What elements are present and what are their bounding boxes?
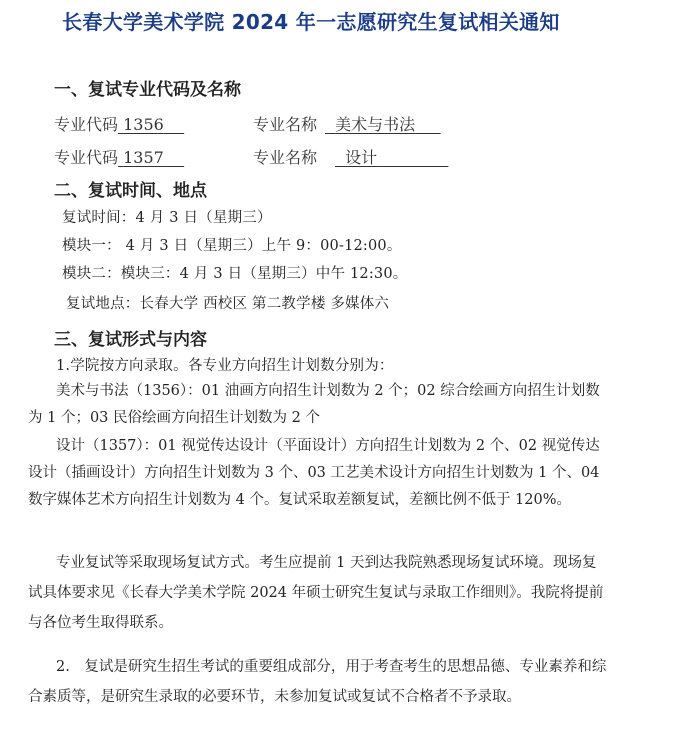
major-name-label: 专业名称	[253, 115, 318, 134]
exam-location-line: 复试地点：长春大学 西校区 第二教学楼 多媒体六	[66, 296, 390, 312]
major-row-1356	[54, 112, 416, 135]
section-2-heading: 二、复试时间、地点	[54, 181, 207, 201]
major-code-label: 专业代码	[54, 115, 119, 134]
module-1-line: 模块一： 4 月 3 日（星期三）上午 9：00-12:00。	[62, 238, 402, 254]
module-2-3-line: 模块二：模块三：4 月 3 日（星期三）中午 12:30。	[62, 266, 408, 282]
onsite-exam-paragraph: 专业复试等采取现场复试方式。考生应提前 1 天到达我院熟悉现场复试环境。现场复试具体要求见《长春大学美术学院 2024 年硕士研究生复试与录取工作细则》。我院将提前与各位考生取得联系。	[28, 555, 604, 631]
major-code-value: 1356	[123, 115, 164, 134]
page-title: 长春大学美术学院 2024 年一志愿研究生复试相关通知	[62, 10, 560, 34]
design-quota-paragraph: 设计（1357）：01 视觉传达设计（平面设计）方向招生计划数为 2 个、02 视觉传达设计（插画设计）方向招生计划数为 3 个、03 工艺美术设计方向招生计划数为 1 个、04 数字媒体艺术方向招生计划数为 4 个。复试采取差额复试，差额比例不低于 120%。	[28, 438, 600, 508]
section-3-heading: 三、复试形式与内容	[54, 330, 207, 350]
item-2-paragraph: 2. 复试是研究生招生考试的重要组成部分，用于考查考生的思想品德、专业素养和综合素质等，是研究生录取的必要环节，未参加复试或复试不合格者不予录取。	[28, 659, 607, 705]
section-1-heading: 一、复试专业代码及名称	[54, 80, 241, 100]
major-code-value: 1357	[123, 148, 164, 167]
major-name-value: 美术与书法	[335, 115, 416, 134]
major-name-label: 专业名称	[253, 148, 318, 167]
major-row-1357	[54, 145, 378, 168]
major-code-label: 专业代码	[54, 148, 119, 167]
item-1-text: 1.学院按方向录取。各专业方向招生计划数分别为：	[56, 358, 394, 374]
art-calligraphy-quota-paragraph: 美术与书法（1356）：01 油画方向招生计划数为 2 个；02 综合绘画方向招生计划数为 1 个；03 民俗绘画方向招生计划数为 2 个	[28, 383, 600, 426]
major-name-value: 设计	[345, 148, 378, 167]
exam-time-line: 复试时间：4 月 3 日（星期三）	[62, 210, 272, 226]
